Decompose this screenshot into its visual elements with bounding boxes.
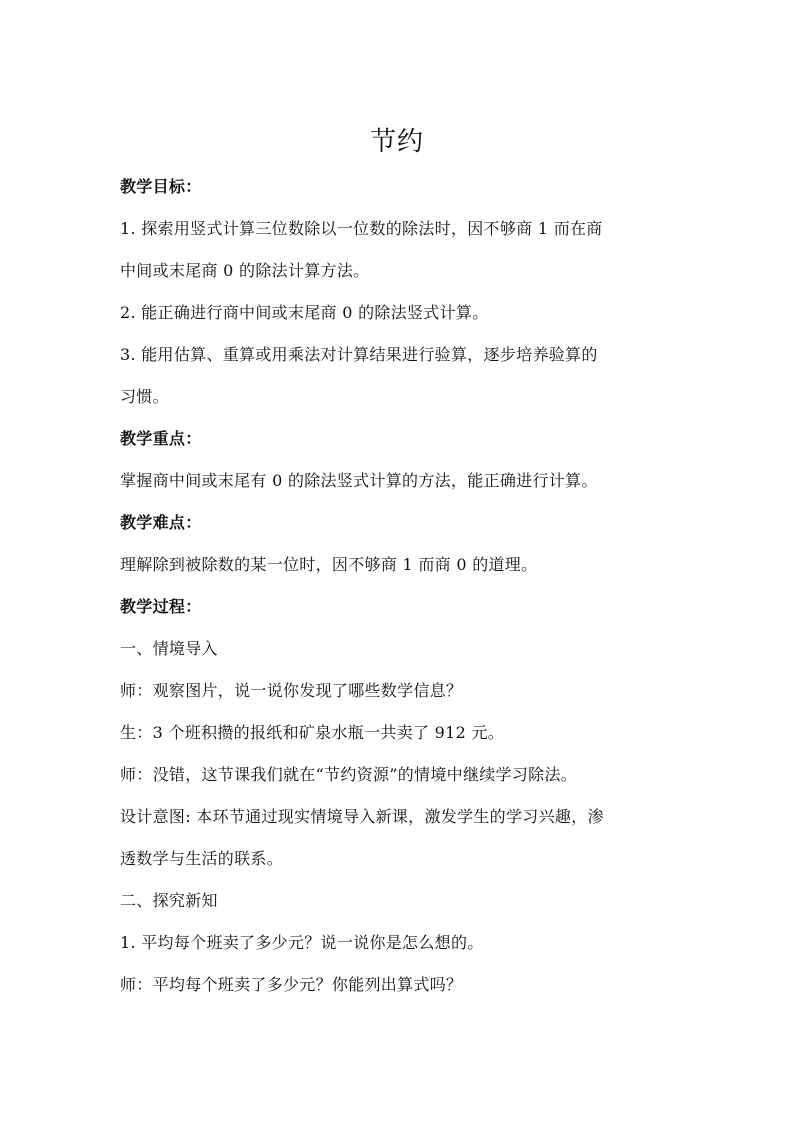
teaching-focus-text: 掌握商中间或末尾有 0 的除法竖式计算的方法，能正确进行计算。 [120, 471, 598, 490]
dialogue-teacher-2: 师：没错，这节课我们就在“节约资源”的情境中继续学习除法。 [120, 765, 578, 784]
section-2-heading: 二、探究新知 [120, 891, 218, 910]
document-body [120, 166, 680, 1006]
question-1: 1. 平均每个班卖了多少元？说一说你是怎么想的。 [120, 933, 484, 952]
objective-3-line-1: 3. 能用估算、重算或用乘法对计算结果进行验算，逐步培养验算的 [120, 345, 598, 364]
heading-teaching-difficulty: 教学难点： [120, 513, 202, 532]
dialogue-teacher-1: 师：观察图片，说一说你发现了哪些数学信息？ [120, 681, 463, 700]
document-title: 节约 [369, 127, 424, 157]
design-intent-line-1: 设计意图: 本环节通过现实情境导入新课，激发学生的学习兴趣，渗 [120, 807, 604, 826]
objective-1-line-2: 中间或末尾商 0 的除法计算方法。 [120, 261, 370, 280]
section-1-heading: 一、情境导入 [120, 639, 218, 658]
heading-teaching-process: 教学过程： [120, 597, 202, 616]
dialogue-teacher-3: 师：平均每个班卖了多少元？你能列出算式吗？ [120, 975, 463, 994]
design-intent-line-2: 透数学与生活的联系。 [120, 849, 284, 868]
objective-1-line-1: 1. 探索用竖式计算三位数除以一位数的除法时，因不够商 1 而在商 [120, 219, 603, 238]
objective-3-line-2: 习惯。 [120, 387, 169, 406]
dialogue-student-1: 生：3 个班积攒的报纸和矿泉水瓶一共卖了 912 元。 [120, 723, 505, 742]
heading-teaching-focus: 教学重点： [120, 429, 202, 448]
heading-teaching-objectives: 教学目标： [120, 177, 202, 196]
objective-2: 2. 能正确进行商中间或末尾商 0 的除法竖式计算。 [120, 303, 489, 322]
teaching-difficulty-text: 理解除到被除数的某一位时，因不够商 1 而商 0 的道理。 [120, 555, 538, 574]
